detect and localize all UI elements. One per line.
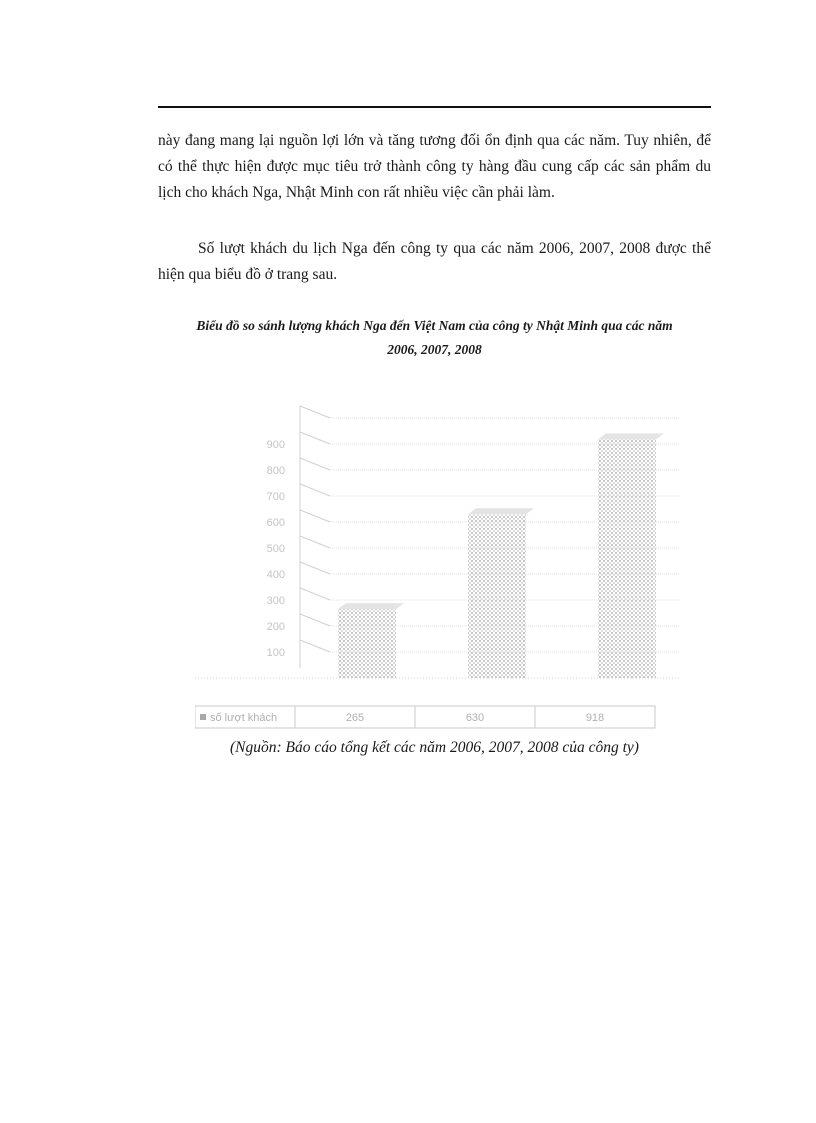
y-tick-label: 300: [266, 595, 285, 607]
y-tick-label: 100: [266, 647, 285, 659]
bar-2007: [468, 514, 526, 678]
y-tick-label: 900: [266, 439, 285, 451]
y-tick-label: 200: [266, 621, 285, 633]
body-paragraph-2: Số lượt khách du lịch Nga đến công ty qua các năm 2006, 2007, 2008 được thể hiện qua biểu đồ ở trang sau.: [158, 240, 711, 283]
body-paragraph-1: này đang mang lại nguồn lợi lớn và tăng tương đối ổn định qua các năm. Tuy nhiên, để có thể thực hiện được mục tiêu trở thành công ty hàng đầu cung cấp các sản phẩm du lịch cho khách Nga, Nhật Minh con rất nhiều việc cần phải làm.: [158, 132, 711, 201]
y-tick-label: 700: [266, 491, 285, 503]
y-tick-label: 400: [266, 569, 285, 581]
chart-caption: [158, 314, 711, 362]
y-tick-label: 500: [266, 543, 285, 555]
legend-label: số lượt khách: [210, 712, 278, 724]
bar-top-2008: [598, 433, 664, 439]
table-value-2007: 630: [465, 712, 485, 724]
bar-2006: [338, 609, 396, 678]
visitor-bar-chart: [195, 388, 685, 733]
source-note: (Nguồn: Báo cáo tổng kết các năm 2006, 2007, 2008 của công ty): [230, 739, 639, 756]
table-value-2006: 265: [345, 712, 365, 724]
gridline-depth: [300, 406, 330, 418]
table-value-2008: 918: [585, 712, 605, 724]
header-rule: [158, 106, 711, 108]
bar-2008: [598, 439, 656, 678]
y-tick-label: 800: [266, 465, 285, 477]
chart-caption-line2: 2006, 2007, 2008: [387, 342, 482, 357]
bar-top-2007: [468, 508, 534, 514]
y-tick-label: 600: [266, 517, 285, 529]
legend-swatch: [200, 714, 206, 720]
bar-top-2006: [338, 603, 404, 609]
chart-caption-line1: Biểu đồ so sánh lượng khách Nga đến Việt Nam của công ty Nhật Minh qua các năm: [196, 318, 673, 333]
